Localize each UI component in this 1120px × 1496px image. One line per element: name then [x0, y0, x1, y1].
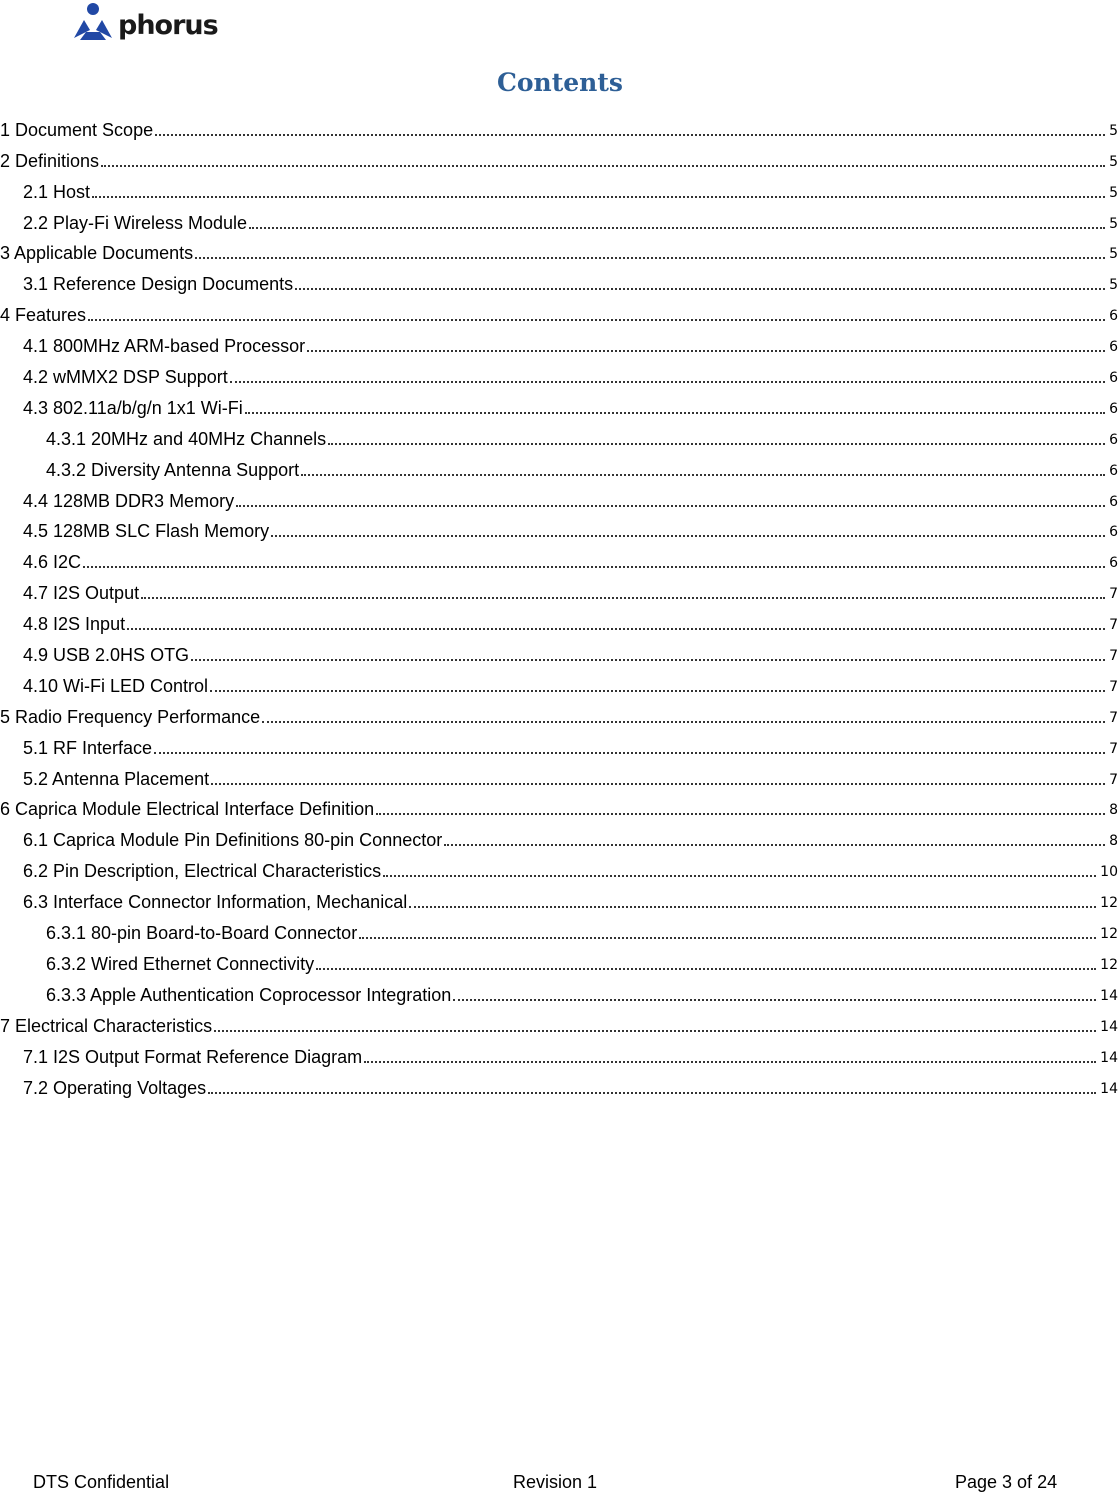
toc-dot-leader	[376, 813, 1105, 815]
toc-entry[interactable]	[0, 419, 1120, 450]
toc-entry[interactable]	[0, 666, 1120, 697]
toc-entry-page: 7	[1109, 709, 1118, 726]
toc-entry-page: 5	[1109, 246, 1118, 263]
toc-entry[interactable]	[0, 512, 1120, 543]
toc-entry[interactable]	[0, 203, 1120, 234]
toc-entry-title: 4.9 USB 2.0HS OTG	[23, 645, 190, 666]
toc-entry-page: 7	[1109, 617, 1118, 634]
toc-dot-leader	[249, 227, 1105, 229]
toc-entry-page: 5	[1109, 215, 1118, 232]
toc-entry[interactable]	[0, 1068, 1120, 1099]
toc-entry[interactable]	[0, 728, 1120, 759]
toc-dot-leader	[195, 257, 1105, 259]
toc-entry[interactable]	[0, 388, 1120, 419]
toc-dot-leader	[307, 350, 1105, 352]
toc-dot-leader	[141, 597, 1105, 599]
toc-entry[interactable]	[0, 944, 1120, 975]
toc-entry-title: 4.6 I2C	[23, 552, 82, 573]
toc-entry-title: 6.3.2 Wired Ethernet Connectivity	[46, 953, 315, 974]
toc-dot-leader	[155, 134, 1105, 136]
toc-entry-title: 4.3.2 Diversity Antenna Support	[46, 459, 300, 480]
toc-dot-leader	[210, 690, 1105, 692]
toc-dot-leader	[262, 721, 1105, 723]
toc-entry-page: 5	[1109, 153, 1118, 170]
toc-dot-leader	[83, 566, 1105, 568]
toc-entry-page: 12	[1100, 956, 1118, 973]
toc-entry[interactable]	[0, 820, 1120, 851]
toc-entry-title: 4.1 800MHz ARM-based Processor	[23, 336, 306, 357]
toc-dot-leader	[453, 999, 1096, 1001]
toc-entry-title: 2 Definitions	[0, 150, 100, 171]
toc-entry-page: 14	[1100, 1080, 1118, 1097]
toc-entry[interactable]	[0, 110, 1120, 141]
toc-entry-title: 4.4 128MB DDR3 Memory	[23, 490, 235, 511]
toc-entry-page: 7	[1109, 586, 1118, 603]
toc-entry-title: 4 Features	[0, 305, 87, 326]
toc-entry-title: 7.2 Operating Voltages	[23, 1077, 207, 1098]
toc-entry-page: 7	[1109, 740, 1118, 757]
toc-entry-title: 7 Electrical Characteristics	[0, 1015, 213, 1036]
toc-dot-leader	[444, 844, 1105, 846]
toc-entry[interactable]	[0, 450, 1120, 481]
toc-dot-leader	[409, 906, 1096, 908]
toc-entry-page: 12	[1100, 895, 1118, 912]
toc-entry-title: 2.1 Host	[23, 181, 91, 202]
footer-revision: Revision 1	[513, 1472, 598, 1492]
toc-entry-page: 6	[1109, 524, 1118, 541]
footer-confidential: DTS Confidential	[33, 1472, 170, 1492]
toc-entry[interactable]	[0, 882, 1120, 913]
toc-entry-page: 10	[1100, 864, 1118, 881]
toc-entry[interactable]	[0, 851, 1120, 882]
toc-entry-page: 7	[1109, 648, 1118, 665]
toc-dot-leader	[271, 535, 1105, 537]
toc-dot-leader	[328, 443, 1105, 445]
toc-entry-title: 5 Radio Frequency Performance	[0, 706, 261, 727]
toc-entry-page: 7	[1109, 678, 1118, 695]
toc-entry-title: 4.2 wMMX2 DSP Support	[23, 367, 228, 388]
toc-entry[interactable]	[0, 172, 1120, 203]
toc-entry-title: 4.3.1 20MHz and 40MHz Channels	[46, 428, 327, 449]
toc-dot-leader	[211, 783, 1105, 785]
toc-dot-leader	[191, 659, 1105, 661]
toc-entry-title: 4.7 I2S Output	[23, 583, 140, 604]
toc-dot-leader	[208, 1092, 1096, 1094]
toc-dot-leader	[101, 165, 1105, 167]
toc-entry[interactable]	[0, 542, 1120, 573]
toc-entry-title: 6.3 Interface Connector Information, Mechanical	[23, 892, 408, 913]
toc-entry-title: 5.1 RF Interface	[23, 737, 153, 758]
toc-entry[interactable]	[0, 573, 1120, 604]
toc-entry-title: 7.1 I2S Output Format Reference Diagram	[23, 1046, 363, 1067]
toc-entry-title: 4.10 Wi-Fi LED Control	[23, 675, 209, 696]
toc-entry-title: 4.5 128MB SLC Flash Memory	[23, 521, 270, 542]
toc-dot-leader	[236, 505, 1105, 507]
toc-entry-title: 1 Document Scope	[0, 119, 154, 140]
toc-entry-title: 2.2 Play-Fi Wireless Module	[23, 212, 248, 233]
toc-entry[interactable]	[0, 697, 1120, 728]
toc-entry[interactable]	[0, 759, 1120, 790]
toc-entry-title: 4.3 802.11a/b/g/n 1x1 Wi-Fi	[23, 397, 243, 418]
toc-entry[interactable]	[0, 913, 1120, 944]
toc-entry[interactable]	[0, 326, 1120, 357]
toc-entry-page: 14	[1100, 987, 1118, 1004]
toc-entry-page: 6	[1109, 308, 1118, 325]
toc-dot-leader	[364, 1061, 1096, 1063]
toc-entry[interactable]	[0, 604, 1120, 635]
toc-entry-page: 5	[1109, 277, 1118, 294]
toc-entry[interactable]	[0, 357, 1120, 388]
toc-entry-page: 5	[1109, 122, 1118, 139]
toc-entry-page: 5	[1109, 184, 1118, 201]
toc-entry-title: 6.3.1 80-pin Board-to-Board Connector	[46, 923, 358, 944]
toc-entry-page: 14	[1100, 1049, 1118, 1066]
toc-dot-leader	[316, 968, 1096, 970]
toc-entry[interactable]	[0, 141, 1120, 172]
toc-entry[interactable]	[0, 1037, 1120, 1068]
toc-dot-leader	[295, 288, 1105, 290]
toc-entry[interactable]	[0, 635, 1120, 666]
toc-dot-leader	[301, 474, 1105, 476]
toc-entry-title: 6 Caprica Module Electrical Interface Definition	[0, 799, 375, 820]
toc-dot-leader	[88, 319, 1105, 321]
toc-entry[interactable]	[0, 481, 1120, 512]
toc-entry-page: 7	[1109, 771, 1118, 788]
toc-entry-page: 6	[1109, 462, 1118, 479]
toc-dot-leader	[245, 412, 1105, 414]
toc-entry-page: 14	[1100, 1018, 1118, 1035]
toc-dot-leader	[359, 937, 1096, 939]
phorus-logo-icon	[70, 0, 116, 44]
toc-entry-title: 6.2 Pin Description, Electrical Characteristics	[23, 861, 382, 882]
page-title: Contents	[496, 68, 623, 97]
toc-entry-page: 8	[1109, 833, 1118, 850]
toc-entry-title: 3.1 Reference Design Documents	[23, 274, 294, 295]
toc-entry-title: 4.8 I2S Input	[23, 614, 126, 635]
toc-entry-page: 6	[1109, 339, 1118, 356]
toc-entry-title: 5.2 Antenna Placement	[23, 768, 210, 789]
toc-entry[interactable]	[0, 975, 1120, 1006]
page-footer	[0, 1472, 1120, 1496]
toc-entry-page: 6	[1109, 555, 1118, 572]
toc-entry-page: 6	[1109, 431, 1118, 448]
toc-entry-title: 6.1 Caprica Module Pin Definitions 80-pin Connector	[23, 830, 443, 851]
toc-entry[interactable]	[0, 1006, 1120, 1037]
toc-entry[interactable]	[0, 234, 1120, 265]
toc-dot-leader	[154, 752, 1105, 754]
toc-dot-leader	[230, 381, 1105, 383]
toc-dot-leader	[214, 1030, 1096, 1032]
toc-entry-title: 3 Applicable Documents	[0, 243, 194, 264]
toc-entry[interactable]	[0, 295, 1120, 326]
toc-entry-page: 8	[1109, 802, 1118, 819]
phorus-logo	[70, 0, 218, 44]
toc-entry-page: 6	[1109, 370, 1118, 387]
toc-dot-leader	[127, 628, 1105, 630]
toc-entry[interactable]	[0, 264, 1120, 295]
toc-entry-title: 6.3.3 Apple Authentication Coprocessor Integration	[46, 984, 452, 1005]
toc-entry-page: 6	[1109, 400, 1118, 417]
toc-dot-leader	[383, 875, 1096, 877]
toc-dot-leader	[92, 196, 1105, 198]
table-of-contents	[0, 110, 1120, 1099]
toc-entry-page: 12	[1100, 926, 1118, 943]
toc-entry-page: 6	[1109, 493, 1118, 510]
toc-entry[interactable]	[0, 790, 1120, 821]
logo-text: phorus	[118, 9, 218, 41]
footer-page-number: Page 3 of 24	[955, 1472, 1058, 1492]
